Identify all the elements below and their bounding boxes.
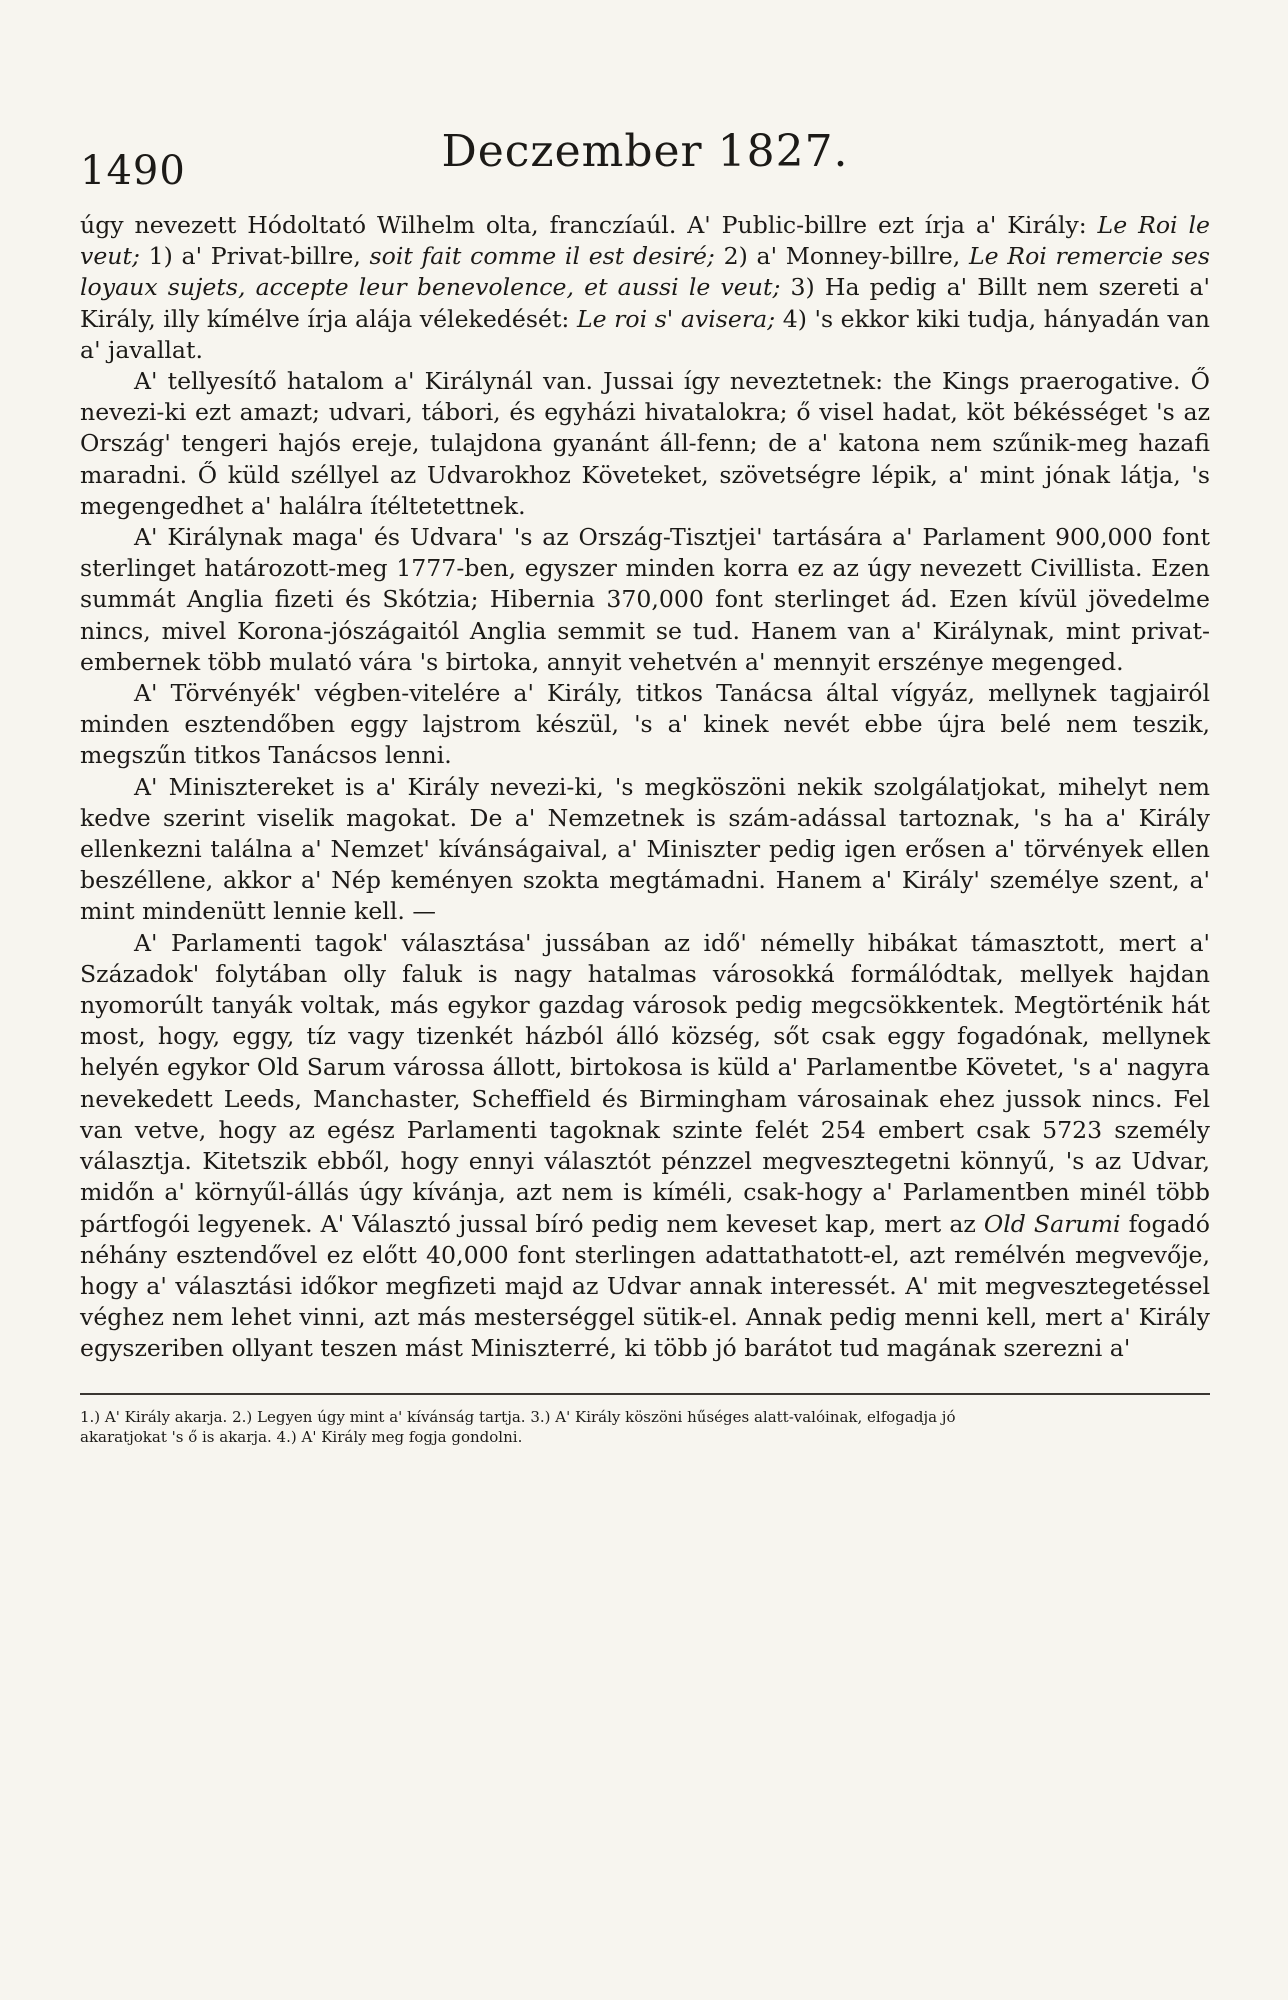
text-run: A' tellyesítő hatalom a' Királynál van. Jussai így neveztetnek: the Kings praerogative. Ő nevezi-ki ezt amazt; udvari, tábori, és egyházi hivatalokra; ő visel hadat, köt békésséget 's az Ország' tengeri hajós ereje, tulajdona gyanánt áll-fenn; de a' katona nem szűnik-meg hazafi maradni. Ő küld széllyel az Udvarokhoz Követeket, szövetségre lépik, a' mint jónak látja, 's megengedhet a' halálra ítéltetettnek. — [80, 367, 1210, 520]
footnote-divider — [80, 1393, 1210, 1395]
paragraph-p3 — [80, 522, 1210, 678]
text-run: 3) Ha pedig a' Billt nem szereti a' Király, illy kímélve írja alája vélekedését: — [80, 273, 1210, 333]
italic-text: Le roi s' avisera; — [576, 304, 776, 333]
italic-text: Old Sarumi — [983, 1209, 1121, 1238]
italic-text: Le Roi remercie ses loyaux sujets, accepte leur benevolence, et aussi le veut; — [80, 242, 1210, 302]
text-run: A' Minisztereket is a' Király nevezi-ki, 's megköszöni nekik szolgálatjokat, mihelyt nem kedve szerint viselik magokat. De a' Nemzetnek is szám-adással tartoznak, 's ha a' Király ellenkezni találna a' Nemzet' kívánságaival, a' Miniszter pedig igen erősen a' törvények ellen beszéllene, akkor a' Nép keményen szokta megtámadni. Hanem a' Király' személye szent, a' mint mindenütt lennie kell. — — [80, 772, 1210, 926]
text-run: 1) a' Privat-billre, — [139, 242, 370, 271]
text-run: A' Törvényék' végben-vitelére a' Király, titkos Tanácsa által vígyáz, mellynek tagjairól minden esztendőben eggy lajstrom készül, 's a' kinek nevét ebbe újra belé nem teszik, megszűn titkos Tanácsos lenni. — [80, 679, 1210, 770]
paragraph-p4 — [80, 678, 1210, 772]
footnote-line: 1.) A' Király akarja. 2.) Legyen úgy mint a' kívánság tartja. 3.) A' Király köszöni hűséges alatt-valóinak, elfogadja jó — [80, 1407, 956, 1426]
footnotes — [80, 1407, 1210, 1447]
italic-text: Le Roi le veut; — [80, 211, 1210, 271]
italic-text: soit fait comme il est desiré; — [369, 242, 715, 271]
paragraph-p6 — [80, 928, 1210, 1365]
paragraph-p2 — [80, 366, 1210, 522]
page-number: 1490 — [80, 148, 186, 194]
page-header — [80, 120, 1210, 200]
paragraph-p5 — [80, 772, 1210, 928]
text-run: úgy nevezett Hódoltató Wilhelm olta, franczíaúl. A' Public-billre ezt írja a' Király: — [80, 211, 1098, 239]
text-run: A' Királynak maga' és Udvara' 's az Ország-Tisztjei' tartására a' Parlament 900,000 font sterlinget határozott-meg 1777-ben, egyszer minden korra ez az úgy nevezett Civillista. Ezen summát Anglia fizeti és Skótzia; Hibernia 370,000 font sterlinget ád. Ezen kívül jövedelme nincs, mivel Korona-jószágaitól Anglia semmit se tud. Hanem van a' Királynak, mint privat-embernek több mulató vára 's birtoka, annyit vehetvén a' mennyit erszénye megenged. — [80, 523, 1210, 676]
text-run: A' Parlamenti tagok' választása' jussában az idő' némelly hibákat támasztott, mert a' Századok' folytában olly faluk is nagy hatalmas városokká formálódtak, mellyek hajdan nyomorúlt tanyák voltak, más egykor gazdag városok pedig megcsökkentek. Megtörténik hát most, hogy, eggy, tíz vagy tizenkét házból álló község, sőt csak eggy fogadónak, mellynek helyén egykor Old Sarum várossa állott, birtokosa is küld a' Parlamentbe Követet, 's a' nagyra nevekedett Leeds, Manchaster, Scheffield és Birmingham városainak ehez jussok nincs. Fel van vetve, hogy az egész Parlamenti tagoknak szinte felét 254 embert csak 5723 személy választja. Kitetszik ebből, hogy ennyi választót pénzzel megvesztegetni könnyű, 's az Udvar, midőn a' környűl-állás úgy kívánja, azt nem is kíméli, csak-hogy a' Parlamentben minél több pártfogói legyenek. A' Választó jussal bíró pedig nem keveset kap, mert az — [80, 928, 1210, 1238]
text-run: fogadó néhány esztendővel ez előtt 40,000 font sterlingen adattathatott-el, azt remélvén megvevője, hogy a' választási időkor megfizeti majd az Udvar annak interessét. A' mit megvesztegetéssel véghez nem lehet vinni, azt más mesterséggel sütik-el. Annak pedig menni kell, mert a' Király egyszeriben ollyant teszen mást Miniszterré, ki több jó barátot tud magának szerezni a' — [80, 1209, 1210, 1363]
paragraph-p1 — [80, 210, 1210, 366]
body-text — [80, 210, 1210, 1365]
text-run: 2) a' Monney-billre, — [714, 242, 969, 271]
text-run: 4) 's ekkor kiki tudja, hányadán van a' javallat. — [80, 304, 1211, 364]
footnote-line: akaratjokat 's ő is akarja. 4.) A' Király meg fogja gondolni. — [80, 1427, 523, 1446]
page — [80, 120, 1210, 1960]
running-title: Deczember 1827. — [441, 126, 849, 177]
